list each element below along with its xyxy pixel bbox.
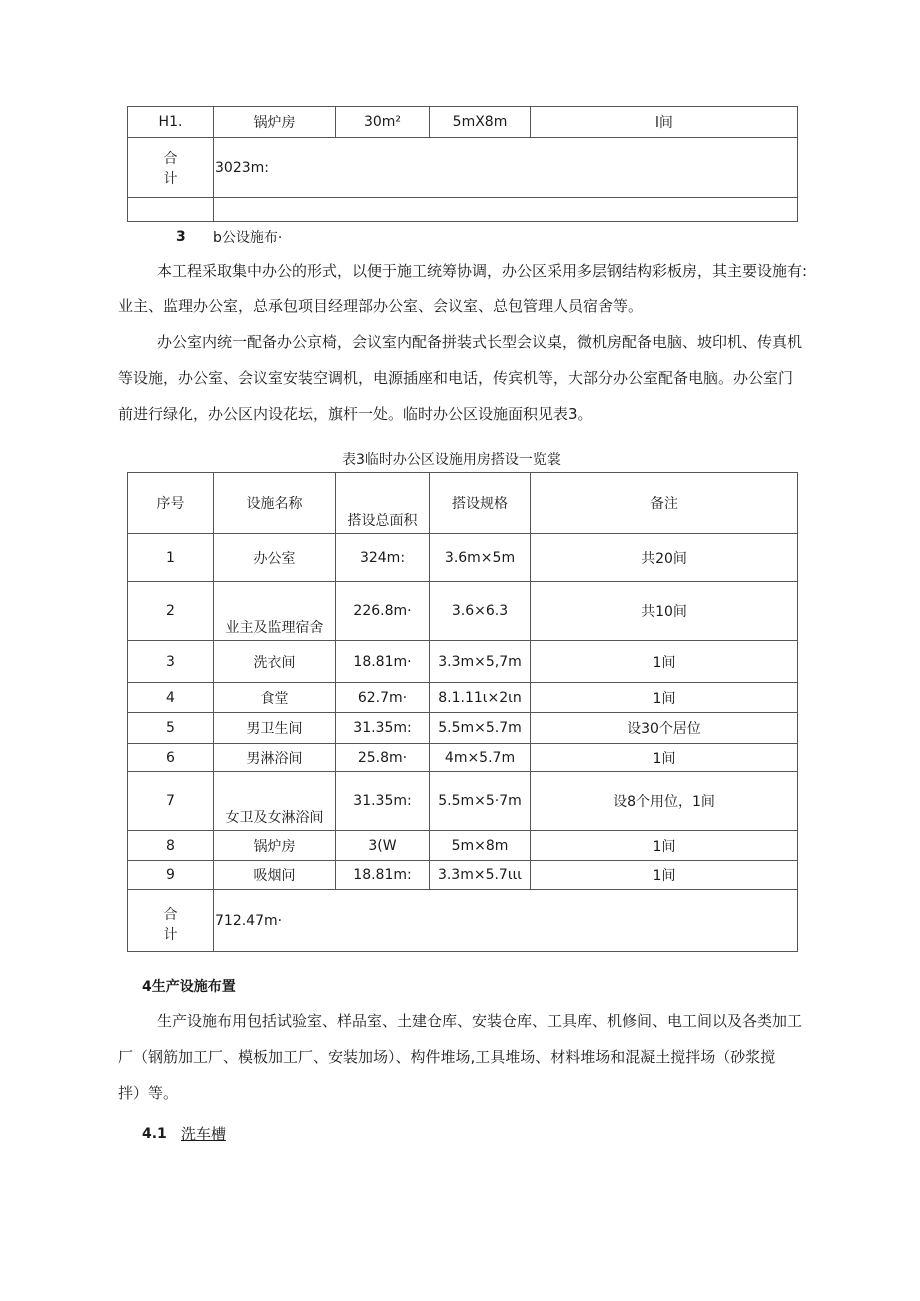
total-label-top: 合 <box>163 906 178 923</box>
cell: 5 <box>128 713 214 744</box>
cell: l间 <box>531 107 798 138</box>
cell: 9 <box>128 861 214 890</box>
header-cell: 搭设规格 <box>430 473 531 534</box>
cell: 办公室 <box>214 534 336 582</box>
table-header-row <box>128 473 798 534</box>
table-row <box>128 861 798 890</box>
cell: 5mX8m <box>430 107 531 138</box>
paragraph-line: 业主、监理办公室，总承包项目经理部办公室、会议室、总包管理人员宿舍等。 <box>118 297 644 315</box>
total-label-top: 合 <box>163 150 178 167</box>
table-row <box>128 831 798 861</box>
total-row <box>128 138 798 198</box>
cell: 1间 <box>531 831 798 861</box>
cell: 18.81m· <box>336 641 430 683</box>
cell: 1 <box>128 534 214 582</box>
cell: 5.5m×5·7m <box>430 772 531 831</box>
cell: 男淋浴间 <box>214 744 336 772</box>
cell: 4 <box>128 683 214 713</box>
cell: 3 <box>128 641 214 683</box>
table-row <box>128 744 798 772</box>
total-value: 712.47m· <box>214 890 798 952</box>
cell: 3(W <box>336 831 430 861</box>
section-number: 3 <box>176 229 186 245</box>
paragraph-line: 等设施，办公室、会议室安装空调机，电源插座和电话，传宾机等，大部分办公室配备电脑。办公室门 <box>118 369 794 387</box>
cell: 226.8m· <box>336 582 430 641</box>
cell: 业主及监理宿舍 <box>214 582 336 641</box>
cell: 3.3m×5.7ιιι <box>430 861 531 890</box>
cell: 4m×5.7m <box>430 744 531 772</box>
table-row <box>128 683 798 713</box>
paragraph-line: 办公室内统一配备办公京椅，会议室内配备拼装式长型会议桌，微机房配备电脑、坡印机、传真机 <box>157 333 803 351</box>
section-title: 4生产设施布置 <box>142 979 236 995</box>
paragraph-line: 厂（钢筋加工厂、模板加工厂、安装加场）、构件堆场,工具堆场、材料堆场和混凝土搅拌场（砂浆搅 <box>118 1048 776 1066</box>
table-row <box>128 713 798 744</box>
paragraph-line: 前进行绿化，办公区内设花坛，旗杆一处。临时办公区设施面积见表3。 <box>118 405 593 423</box>
cell: 洗衣间 <box>214 641 336 683</box>
cell: 62.7m· <box>336 683 430 713</box>
cell: 设8个用位，1间 <box>531 772 798 831</box>
total-label-bottom: 计 <box>163 170 178 187</box>
total-label-cell <box>128 138 214 198</box>
cell: 锅炉房 <box>214 831 336 861</box>
cell: 5.5m×5.7m <box>430 713 531 744</box>
cell: 共10间 <box>531 582 798 641</box>
table-row <box>128 641 798 683</box>
cell: 3.6×6.3 <box>430 582 531 641</box>
cell <box>128 198 214 222</box>
cell: 8.1.11ι×2ιn <box>430 683 531 713</box>
cell: 1间 <box>531 641 798 683</box>
cell: 25.8m· <box>336 744 430 772</box>
cell: 3.3m×5,7m <box>430 641 531 683</box>
cell: 31.35m: <box>336 772 430 831</box>
subsection-title: 洗车槽 <box>181 1125 227 1143</box>
table-row <box>128 107 798 138</box>
header-cell: 序号 <box>128 473 214 534</box>
cell: 31.35m: <box>336 713 430 744</box>
table-row <box>128 534 798 582</box>
cell: 锅炉房 <box>214 107 336 138</box>
cell: 吸烟问 <box>214 861 336 890</box>
cell: 女卫及女淋浴间 <box>214 772 336 831</box>
cell: 设30个居位 <box>531 713 798 744</box>
cell: 1间 <box>531 744 798 772</box>
cell: H1. <box>128 107 214 138</box>
section-title: b公设施布· <box>213 230 283 246</box>
cell <box>214 198 798 222</box>
cell: 7 <box>128 772 214 831</box>
total-label-bottom: 计 <box>163 926 178 943</box>
cell: 食堂 <box>214 683 336 713</box>
cell: 18.81m: <box>336 861 430 890</box>
cell: 1间 <box>531 683 798 713</box>
cell: 3.6m×5m <box>430 534 531 582</box>
total-label-cell <box>128 890 214 952</box>
cell: 1间 <box>531 861 798 890</box>
header-cell: 备注 <box>531 473 798 534</box>
empty-row <box>128 198 798 222</box>
cell: 2 <box>128 582 214 641</box>
paragraph-line: 拌）等。 <box>118 1084 179 1102</box>
cell: 6 <box>128 744 214 772</box>
cell: 5m×8m <box>430 831 531 861</box>
table-caption: 表3临时办公区设施用房搭设一览裳 <box>342 452 561 468</box>
paragraph-line: 生产设施布用包括试验室、样品室、土建仓库、安装仓库、工具库、机修间、电工间以及各类加工 <box>157 1012 803 1030</box>
top-table <box>127 106 798 222</box>
facility-table <box>127 472 798 952</box>
total-row <box>128 890 798 952</box>
cell: 共20间 <box>531 534 798 582</box>
cell: 8 <box>128 831 214 861</box>
header-cell: 设施名称 <box>214 473 336 534</box>
table-row <box>128 582 798 641</box>
cell: 30m² <box>336 107 430 138</box>
cell: 男卫生间 <box>214 713 336 744</box>
table-row <box>128 772 798 831</box>
total-value: 3023m: <box>214 138 798 198</box>
cell: 324m: <box>336 534 430 582</box>
subsection-number: 4.1 <box>142 1126 167 1142</box>
paragraph-line: 本工程采取集中办公的形式，以便于施工统筹协调，办公区采用多层钢结构彩板房，其主要设施有: <box>157 262 808 280</box>
header-cell: 搭设总面积 <box>336 473 430 534</box>
